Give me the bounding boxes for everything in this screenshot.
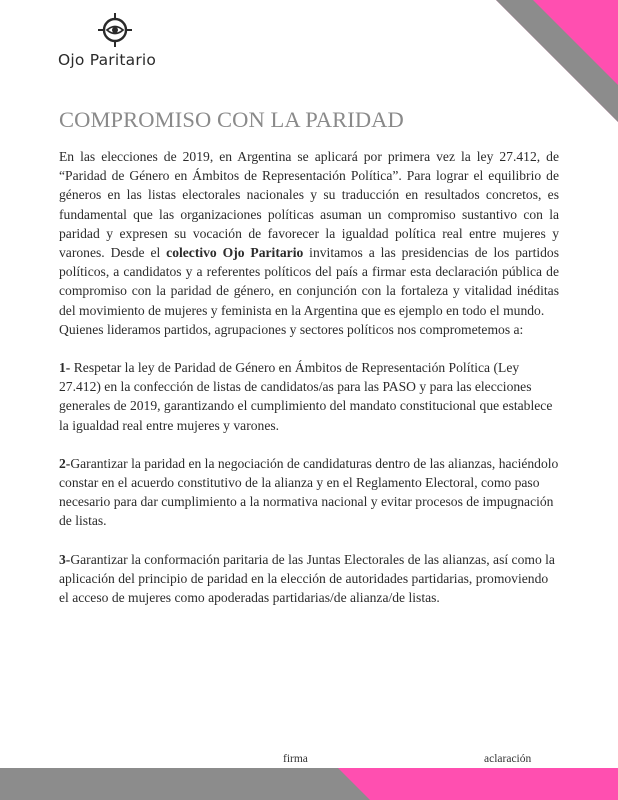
item-number: 1- [59,360,71,376]
item-text: Garantizar la paridad en la negociación de candidaturas dentro de las alianzas, haciéndolo constar en el acuerdo constitutivo de la alianza y en el Reglamento Electoral, como paso necesario para dar cumplimiento a la normativa nacional y evitar procesos de impugnación de listas. [59,455,559,529]
intro-text-2: invitamos a las presidencias de los partidos políticos, a candidatos y a referentes políticos del país a firmar esta declaración pública de compromiso con la paridad de género, en conjunción con la fortaleza y vitalidad inéditas del movimiento de mujeres y feminista en la Argentina que es ejemplo en todo el mundo. [59,245,560,318]
page-title: COMPROMISO CON LA PARIDAD [59,107,404,132]
commitment-intro: Quienes lideramos partidos, agrupaciones y sectores políticos nos comprometemos a: [59,321,524,337]
intro-bold-text: colectivo Ojo Paritario [166,245,304,261]
intro-paragraph [59,147,559,320]
brand-name: Ojo Paritario [58,51,157,69]
corner-decoration-top [448,0,618,170]
commitment-item-1 [59,358,559,435]
commitment-item-2 [59,454,559,531]
item-text: Respetar la ley de Paridad de Género en Ámbitos de Representación Política (Ley 27.412) en la confección de listas de candidatos/as para las PASO y para las elecciones generales de 2019, garantizando el cumplimiento del mandato constitucional que establece la igualdad real entre mujeres y varones. [59,360,553,433]
commitment-item-3 [59,550,559,608]
document-body [59,147,559,607]
corner-decoration-bottom [0,768,618,800]
item-text: Garantizar la conformación paritaria de las Juntas Electorales de las alianzas, así como la aplicación del principio de paridad en la elección de autoridades partidarias, promoviendo el acceso de mujeres como apoderadas partidarias/de alianza/de listas. [59,551,555,606]
eye-target-icon [98,13,132,47]
item-number: 3- [59,551,71,567]
item-number: 2- [59,455,71,471]
signature-label: firma [283,753,308,765]
brand-logo [58,13,173,69]
intro-text-1: En las elecciones de 2019, en Argentina se aplicará por primera vez la ley 27.412, de “Paridad de Género en Ámbitos de Representación Política”. Para lograr el equilibrio de géneros en las listas electorales nacionales y su traducción en resultados concretos, es fundamental que las organizaciones políticas asuman un compromiso sustantivo con la paridad y expresen su vocación de favorecer la igualdad política real entre mujeres y varones. Desde el [59,149,559,261]
clarification-label: aclaración [484,753,532,765]
